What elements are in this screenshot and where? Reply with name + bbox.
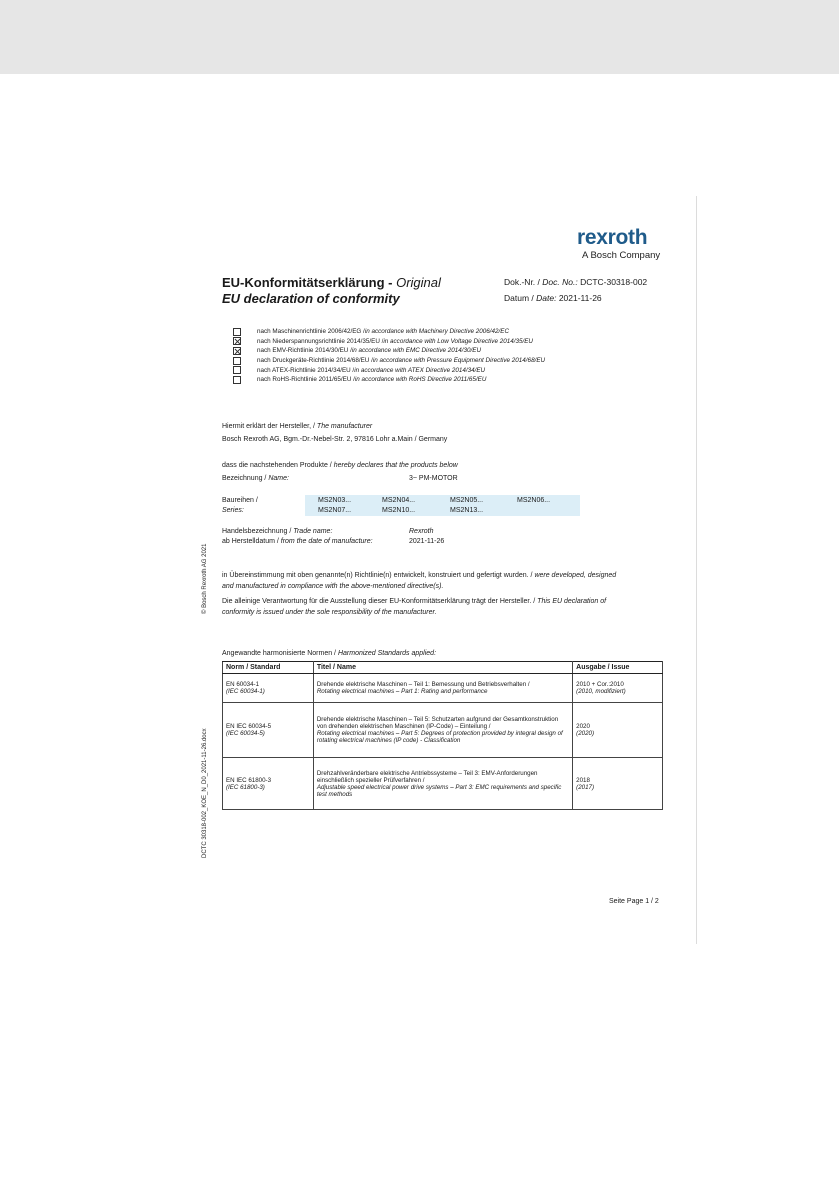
series-cell: MS2N10... <box>382 507 416 514</box>
series-cell: MS2N05... <box>450 497 484 504</box>
checkbox-checked-icon <box>233 337 241 345</box>
checkbox-icon <box>233 328 241 336</box>
series-label-en: Series: <box>222 507 244 514</box>
norm-cell: EN 60034-1 (IEC 60034-1) <box>223 674 314 703</box>
doc-date: Datum / Date: 2021-11-26 <box>504 293 602 303</box>
title-cell: Drehende elektrische Maschinen – Teil 1: Bemessung und Betriebsverhalten / Rotating electrical machines – Part 1: Rating and performance <box>313 674 572 703</box>
issue-cell: 2018 (2017) <box>573 758 663 810</box>
rexroth-logo: rexroth <box>577 226 648 249</box>
directive-item: nach RoHS-Richtlinie 2011/65/EU / in accordance with RoHS Directive 2011/65/EU <box>233 375 545 385</box>
column-header-issue: Ausgabe / Issue <box>573 662 663 674</box>
copyright-vertical: © Bosch Rexroth AG 2021 <box>202 543 208 614</box>
norm-cell: EN IEC 60034-5 (IEC 60034-5) <box>223 703 314 758</box>
title-cell: Drehende elektrische Maschinen – Teil 5: Schutzarten aufgrund der Gesamtkonstruktion von drehenden elektrischen Maschinen (IP-Code) – Einteilung / Rotating electrical machines – Part 5: Degrees of protection provided by integral design of rotating electrical machines (IP code) - Classification <box>313 703 572 758</box>
compliance-line-2: and manufactured in compliance with the above-mentioned directive(s). <box>222 583 444 590</box>
directive-list <box>233 327 545 385</box>
page-number: Seite Page 1 / 2 <box>609 898 659 905</box>
doc-number: Dok.-Nr. / Doc. No.: DCTC-30318-002 <box>504 277 648 287</box>
page-edge <box>696 196 697 944</box>
trade-name-label: Handelsbezeichnung / Trade name: <box>222 528 333 535</box>
table-row <box>223 703 663 758</box>
manufacturer-label: Hiermit erklärt der Hersteller, / The manufacturer <box>222 423 373 430</box>
directive-item: nach Niederspannungsrichtlinie 2014/35/EU / in accordance with Low Voltage Directive 2014/35/EU <box>233 337 545 347</box>
logo-subtitle: A Bosch Company <box>582 250 661 261</box>
compliance-line-1: in Übereinstimmung mit oben genannte(n) Richtlinie(n) entwickelt, konstruiert und gefertigt wurden. / were developed, designed <box>222 572 617 579</box>
manufacture-date-value: 2021-11-26 <box>409 538 445 545</box>
issue-cell: 2020 (2020) <box>573 703 663 758</box>
series-cell: MS2N13... <box>450 507 484 514</box>
series-label-de: Baureihen / <box>222 497 258 504</box>
title-cell: Drehzahlveränderbare elektrische Antriebssysteme – Teil 3: EMV-Anforderungen einschließlich spezieller Prüfverfahren / Adjustable speed electrical power drive systems – Part 3: EMC requirements and specific test methods <box>313 758 572 810</box>
checkbox-icon <box>233 376 241 384</box>
table-row <box>223 674 663 703</box>
responsibility-line-1: Die alleinige Verantwortung für die Ausstellung dieser EU-Konformitätserklärung trägt der Hersteller. / This EU declaration of <box>222 598 607 605</box>
product-name-label: Bezeichnung / Name: <box>222 475 289 482</box>
column-header-norm: Norm / Standard <box>223 662 314 674</box>
checkbox-icon <box>233 366 241 374</box>
series-cell: MS2N06... <box>517 497 551 504</box>
product-name-value: 3~ PM-MOTOR <box>409 475 458 482</box>
table-row <box>223 758 663 810</box>
directive-item: nach Maschinenrichtlinie 2006/42/EG / in accordance with Machinery Directive 2006/42/EC <box>233 327 545 337</box>
trade-name-value: Rexroth <box>409 528 434 535</box>
directive-item: nach ATEX-Richtlinie 2014/34/EU / in accordance with ATEX Directive 2014/34/EU <box>233 365 545 375</box>
products-declaration: dass die nachstehenden Produkte / hereby declares that the products below <box>222 462 458 469</box>
directive-item: nach Druckgeräte-Richtlinie 2014/68/EU / in accordance with Pressure Equipment Directive 2014/68/EU <box>233 356 545 366</box>
title-en: EU declaration of conformity <box>222 291 400 306</box>
series-cell: MS2N03... <box>318 497 352 504</box>
checkbox-icon <box>233 357 241 365</box>
column-header-title: Titel / Name <box>313 662 572 674</box>
standards-table <box>222 661 663 810</box>
manufacturer-address: Bosch Rexroth AG, Bgm.-Dr.-Nebel-Str. 2, 97816 Lohr a.Main / Germany <box>222 436 448 443</box>
filename-vertical: DCTC 30318-002_KOE_N_D0_2021-11-26.docx <box>202 728 208 858</box>
document-page <box>199 196 696 944</box>
title-de: EU-Konformitätserklärung - Original <box>222 275 441 290</box>
responsibility-line-2: conformity is issued under the sole responsibility of the manufacturer. <box>222 609 437 616</box>
viewer-top-bar <box>0 0 839 74</box>
manufacture-date-label: ab Herstelldatum / from the date of manufacture: <box>222 538 373 545</box>
issue-cell: 2010 + Cor.:2010 (2010, modifiziert) <box>573 674 663 703</box>
checkbox-checked-icon <box>233 347 241 355</box>
table-header-row <box>223 662 663 674</box>
norm-cell: EN IEC 61800-3 (IEC 61800-3) <box>223 758 314 810</box>
series-cell: MS2N07... <box>318 507 352 514</box>
series-cell: MS2N04... <box>382 497 416 504</box>
standards-heading: Angewandte harmonisierte Normen / Harmonized Standards applied: <box>222 650 437 657</box>
directive-item: nach EMV-Richtlinie 2014/30/EU / in accordance with EMC Directive 2014/30/EU <box>233 346 545 356</box>
